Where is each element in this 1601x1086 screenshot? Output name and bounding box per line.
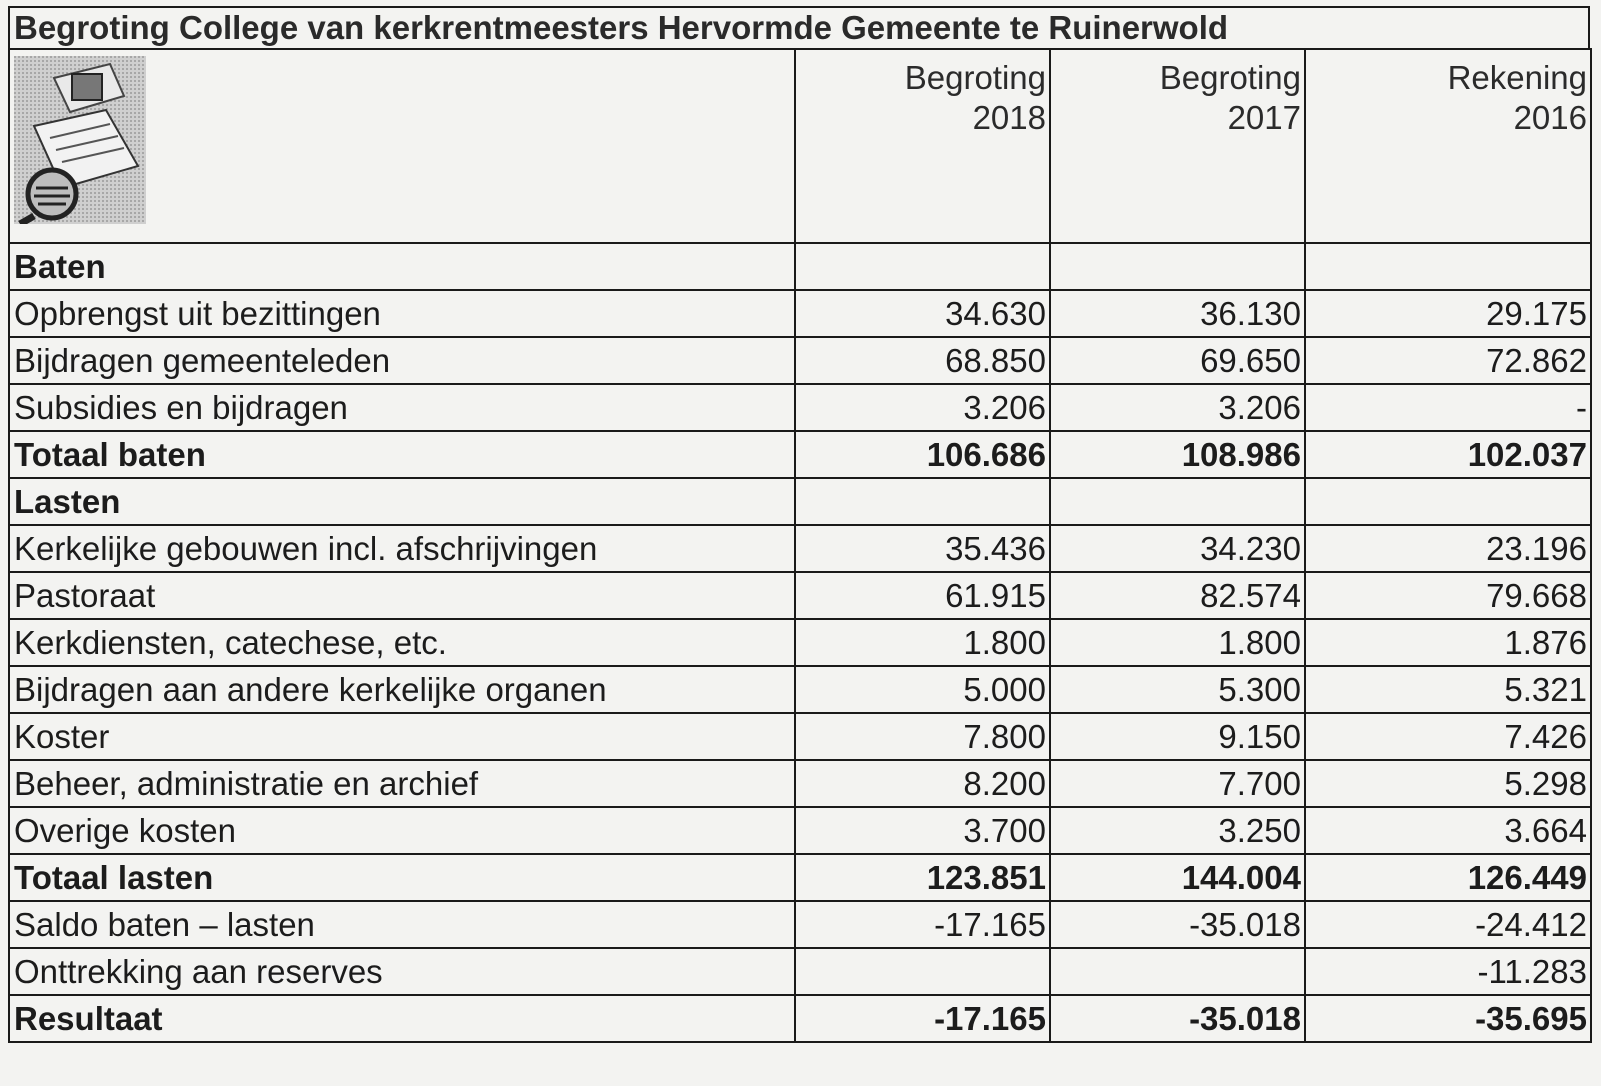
col-header-begroting-2017: Begroting 2017 [1050,49,1305,243]
row-value [1305,478,1591,525]
table-row [9,948,1591,995]
col-header-begroting-2018: Begroting 2018 [795,49,1050,243]
row-value: 29.175 [1305,290,1591,337]
row-value [1050,243,1305,290]
row-label: Koster [9,713,795,760]
row-value [795,948,1050,995]
row-label: Totaal baten [9,431,795,478]
row-value: 8.200 [795,760,1050,807]
table-row [9,384,1591,431]
table-row [9,431,1591,478]
row-value: 106.686 [795,431,1050,478]
table-row [9,901,1591,948]
row-label: Kerkdiensten, catechese, etc. [9,619,795,666]
table-row [9,572,1591,619]
table-row [9,760,1591,807]
row-label: Onttrekking aan reserves [9,948,795,995]
row-value: 9.150 [1050,713,1305,760]
row-label: Totaal lasten [9,854,795,901]
row-label: Opbrengst uit bezittingen [9,290,795,337]
row-value: 35.436 [795,525,1050,572]
row-value: 72.862 [1305,337,1591,384]
row-value [1305,243,1591,290]
table-row [9,243,1591,290]
row-value: 144.004 [1050,854,1305,901]
row-value: 23.196 [1305,525,1591,572]
row-value [1050,948,1305,995]
row-value: 79.668 [1305,572,1591,619]
documents-with-magnifier-icon [14,56,146,224]
row-value: 7.800 [795,713,1050,760]
row-value: 1.800 [1050,619,1305,666]
row-label: Bijdragen gemeenteleden [9,337,795,384]
row-value: 82.574 [1050,572,1305,619]
row-value: 3.700 [795,807,1050,854]
row-value: 3.206 [795,384,1050,431]
header-row [9,49,1591,243]
table-row [9,666,1591,713]
document-title: Begroting College van kerkrentmeesters Hervormde Gemeente te Ruinerwold [8,6,1590,48]
budget-table [8,48,1592,1043]
row-label: Overige kosten [9,807,795,854]
row-value: -35.018 [1050,995,1305,1042]
row-value: 3.664 [1305,807,1591,854]
row-value [795,243,1050,290]
table-row [9,290,1591,337]
row-value: 36.130 [1050,290,1305,337]
row-value: 5.300 [1050,666,1305,713]
row-value: 1.800 [795,619,1050,666]
row-value: -17.165 [795,995,1050,1042]
row-value: 61.915 [795,572,1050,619]
table-row [9,854,1591,901]
row-value: 5.298 [1305,760,1591,807]
col-header-rekening-2016: Rekening 2016 [1305,49,1591,243]
row-label: Saldo baten – lasten [9,901,795,948]
row-value: 7.426 [1305,713,1591,760]
row-value: - [1305,384,1591,431]
row-value: 34.630 [795,290,1050,337]
row-value: 108.986 [1050,431,1305,478]
row-label: Kerkelijke gebouwen incl. afschrijvingen [9,525,795,572]
table-row [9,713,1591,760]
row-value [795,478,1050,525]
row-value: 5.321 [1305,666,1591,713]
row-value: 1.876 [1305,619,1591,666]
row-value: -35.695 [1305,995,1591,1042]
row-label: Beheer, administratie en archief [9,760,795,807]
table-row [9,807,1591,854]
row-value [1050,478,1305,525]
row-label: Pastoraat [9,572,795,619]
row-label: Baten [9,243,795,290]
row-value: 34.230 [1050,525,1305,572]
table-row [9,525,1591,572]
row-value: 3.250 [1050,807,1305,854]
row-value: -35.018 [1050,901,1305,948]
row-label: Lasten [9,478,795,525]
row-value: 3.206 [1050,384,1305,431]
row-value: -24.412 [1305,901,1591,948]
row-value: 102.037 [1305,431,1591,478]
row-value: 5.000 [795,666,1050,713]
table-row [9,478,1591,525]
table-row [9,337,1591,384]
row-value: 68.850 [795,337,1050,384]
header-icon-cell [9,49,795,243]
row-value: -11.283 [1305,948,1591,995]
row-value: 7.700 [1050,760,1305,807]
row-value: 126.449 [1305,854,1591,901]
table-row [9,995,1591,1042]
row-value: 69.650 [1050,337,1305,384]
row-label: Bijdragen aan andere kerkelijke organen [9,666,795,713]
row-label: Resultaat [9,995,795,1042]
row-value: 123.851 [795,854,1050,901]
row-label: Subsidies en bijdragen [9,384,795,431]
row-value: -17.165 [795,901,1050,948]
table-row [9,619,1591,666]
